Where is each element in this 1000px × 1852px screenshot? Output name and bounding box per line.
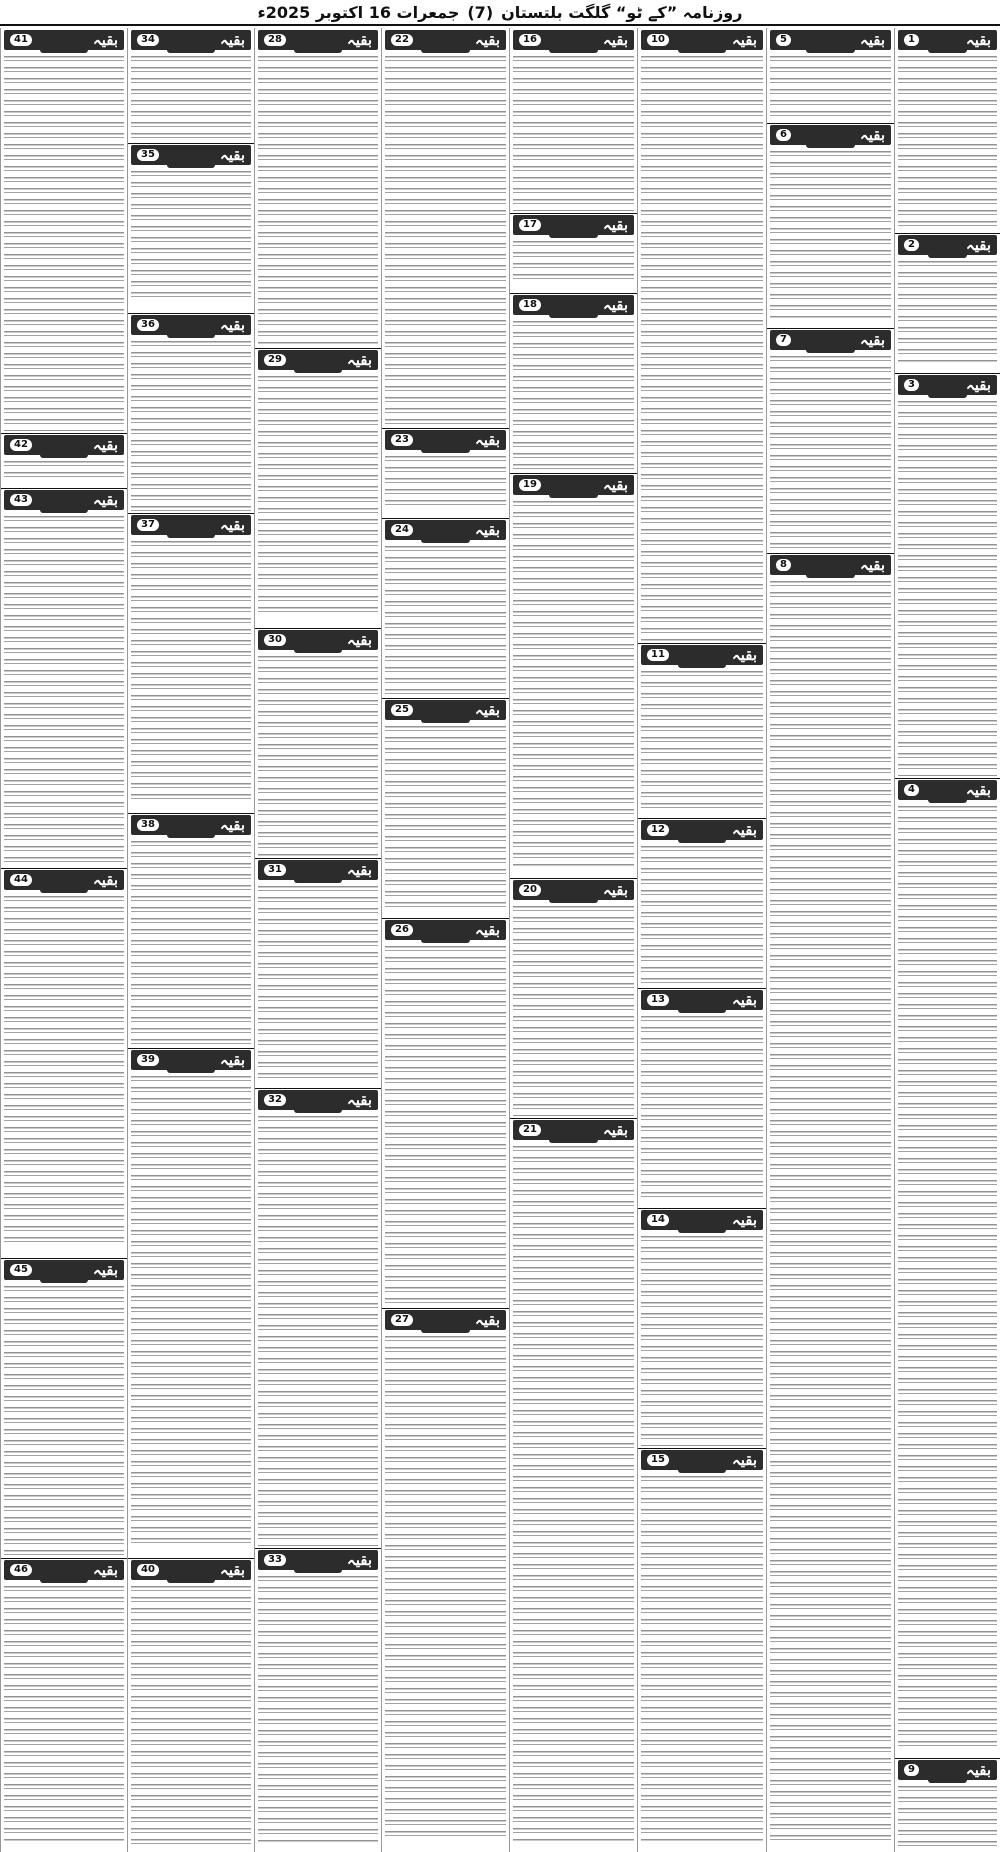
continuation-label: بقیہ [731,646,757,664]
continuation-number: 15 [647,1454,669,1466]
continuation-label: بقیہ [602,1121,628,1139]
continuation-number: 40 [137,1564,159,1576]
continuation-badge [4,490,124,510]
block-divider [895,373,1000,374]
continuation-badge [770,30,891,50]
article-text [4,1286,124,1556]
continuation-number: 10 [647,34,669,46]
continuation-block [638,28,766,643]
continuation-badge [641,30,763,50]
continuation-block [895,778,1000,1758]
continuation-number: 28 [264,34,286,46]
continuation-badge [385,520,506,540]
continuation-block [1,868,127,1258]
continuation-badge [641,990,763,1010]
continuation-number: 18 [519,299,541,311]
continuation-block [128,143,254,313]
continuation-number: 38 [137,819,159,831]
block-divider [510,473,637,474]
continuation-label: بقیہ [92,436,118,454]
continuation-block [382,918,509,1308]
continuation-number: 27 [391,1314,413,1326]
article-text [641,846,763,986]
continuation-number: 22 [391,34,413,46]
continuation-label: بقیہ [92,1261,118,1279]
article-text [258,376,378,618]
article-text [513,1146,634,1842]
continuation-block [1,488,127,868]
continuation-label: بقیہ [346,351,372,369]
continuation-badge [641,1210,763,1230]
continuation-block [382,698,509,918]
block-divider [510,878,637,879]
continuation-badge [131,315,251,335]
issue-date: جمعرات 16 اکتوبر 2025ء [257,2,460,22]
continuation-badge [641,645,763,665]
continuation-badge [258,630,378,650]
continuation-label: بقیہ [602,31,628,49]
continuation-block [255,348,381,628]
continuation-label: بقیہ [731,991,757,1009]
article-text [385,56,506,426]
continuation-block [767,123,894,328]
continuation-label: بقیہ [859,556,885,574]
continuation-label: بقیہ [346,1551,372,1569]
continuation-block [638,818,766,988]
continuation-label: بقیہ [602,476,628,494]
page-number: (7) [467,2,494,22]
continuation-label: بقیہ [219,31,245,49]
paper-name: روزنامہ ”کے ٹو“ گلگت بلتستان [501,2,743,22]
continuation-block [1,1258,127,1558]
continuation-number: 37 [137,519,159,531]
continuation-label: بقیہ [346,31,372,49]
continuation-label: بقیہ [92,1561,118,1579]
block-divider [510,1118,637,1119]
continuation-badge [131,145,251,165]
article-text [898,806,997,1748]
continuation-block [128,813,254,1048]
block-divider [1,433,127,434]
block-divider [1,1258,127,1259]
news-column [766,28,894,1852]
continuation-block [510,473,637,878]
continuation-number: 21 [519,1124,541,1136]
news-column [127,28,254,1852]
continuation-number: 41 [10,34,32,46]
continuation-badge [513,475,634,495]
continuation-badge [770,125,891,145]
article-text [258,56,378,346]
continuation-number: 42 [10,439,32,451]
continuation-number: 24 [391,524,413,536]
continuation-number: 43 [10,494,32,506]
continuation-label: بقیہ [965,31,991,49]
continuation-number: 16 [519,34,541,46]
continuation-badge [898,375,997,395]
continuation-label: بقیہ [474,921,500,939]
continuation-number: 46 [10,1564,32,1576]
continuation-number: 39 [137,1054,159,1066]
continuation-label: بقیہ [474,1311,500,1329]
news-column [637,28,766,1852]
article-text [4,1586,124,1842]
block-divider [255,348,381,349]
continuation-badge [898,1760,997,1780]
continuation-block [510,293,637,473]
continuation-block [128,1048,254,1558]
continuation-label: بقیہ [474,431,500,449]
continuation-badge [513,1120,634,1140]
continuation-block [767,553,894,1852]
block-divider [128,313,254,314]
block-divider [128,513,254,514]
continuation-label: بقیہ [346,1091,372,1109]
article-text [4,56,124,431]
article-text [513,56,634,211]
continuation-label: بقیہ [731,1451,757,1469]
article-text [131,56,251,141]
article-text [131,171,251,303]
article-text [641,1236,763,1446]
continuation-badge [898,780,997,800]
continuation-block [510,878,637,1118]
continuation-number: 31 [264,864,286,876]
continuation-badge [385,920,506,940]
continuation-block [255,28,381,348]
continuation-label: بقیہ [965,781,991,799]
continuation-badge [4,435,124,455]
continuation-number: 5 [776,34,791,46]
continuation-number: 26 [391,924,413,936]
block-divider [1,868,127,869]
block-divider [767,553,894,554]
block-divider [128,813,254,814]
block-divider [255,628,381,629]
article-text [513,241,634,283]
continuation-number: 20 [519,884,541,896]
continuation-label: بقیہ [859,331,885,349]
continuation-number: 30 [264,634,286,646]
continuation-badge [131,1050,251,1070]
continuation-badge [131,515,251,535]
continuation-badge [770,330,891,350]
continuation-block [255,858,381,1088]
continuation-badge [4,1260,124,1280]
continuation-block [895,1758,1000,1852]
article-text [385,546,506,696]
continuation-badge [131,30,251,50]
continuation-block [638,988,766,1208]
article-text [898,56,997,231]
article-text [770,581,891,1842]
continuation-number: 4 [904,784,919,796]
continuation-label: بقیہ [602,216,628,234]
continuation-label: بقیہ [731,31,757,49]
article-text [898,401,997,776]
continuation-number: 23 [391,434,413,446]
article-text [4,896,124,1248]
continuation-block [128,513,254,813]
continuation-number: 17 [519,219,541,231]
continuation-label: بقیہ [346,861,372,879]
news-column [0,28,127,1852]
continuation-block [510,1118,637,1852]
continuation-badge [258,1090,378,1110]
article-text [513,501,634,868]
continuation-badge [641,820,763,840]
continuation-badge [770,555,891,575]
continuation-badge [641,1450,763,1470]
continuation-label: بقیہ [859,126,885,144]
news-column [509,28,637,1852]
continuation-number: 3 [904,379,919,391]
news-column [894,28,1000,1852]
article-text [258,1116,378,1546]
continuation-badge [513,880,634,900]
continuation-label: بقیہ [731,1211,757,1229]
continuation-block [510,28,637,213]
continuation-label: بقیہ [92,31,118,49]
continuation-label: بقیہ [965,376,991,394]
continuation-label: بقیہ [219,1051,245,1069]
block-divider [382,428,509,429]
news-column [254,28,381,1852]
continuation-badge [385,700,506,720]
article-text [770,56,891,121]
continuation-badge [258,1550,378,1570]
continuation-number: 1 [904,34,919,46]
continuation-number: 19 [519,479,541,491]
block-divider [382,698,509,699]
article-text [641,671,763,808]
block-divider [382,1308,509,1309]
article-text [131,1076,251,1548]
continuation-number: 13 [647,994,669,1006]
continuation-badge [258,30,378,50]
continuation-block [128,28,254,143]
article-text [385,726,506,908]
continuation-block [638,1208,766,1448]
continuation-block [767,28,894,123]
masthead [0,0,1000,26]
continuation-number: 34 [137,34,159,46]
continuation-label: بقیہ [965,1761,991,1779]
continuation-number: 36 [137,319,159,331]
continuation-number: 8 [776,559,791,571]
article-text [385,1336,506,1842]
continuation-number: 32 [264,1094,286,1106]
continuation-block [1,28,127,433]
article-text [385,456,506,508]
continuation-block [767,328,894,553]
block-divider [638,1448,766,1449]
continuation-number: 6 [776,129,791,141]
article-text [641,1016,763,1198]
continuation-label: بقیہ [219,316,245,334]
continuation-number: 44 [10,874,32,886]
continuation-block [382,428,509,518]
continuation-block [128,1558,254,1852]
continuation-block [1,433,127,488]
continuation-number: 2 [904,239,919,251]
article-text [898,261,997,363]
article-text [131,841,251,1046]
continuation-badge [258,350,378,370]
news-column [381,28,509,1852]
continuation-label: بقیہ [859,31,885,49]
continuation-label: بقیہ [602,881,628,899]
continuation-label: بقیہ [965,236,991,254]
continuation-number: 29 [264,354,286,366]
block-divider [128,1048,254,1049]
block-divider [1,488,127,489]
continuation-label: بقیہ [474,31,500,49]
continuation-block [382,28,509,428]
continuation-block [255,1548,381,1852]
article-text [770,151,891,318]
block-divider [382,518,509,519]
block-divider [128,143,254,144]
article-text [513,321,634,471]
block-divider [510,293,637,294]
article-text [641,56,763,641]
continuation-block [255,628,381,858]
block-divider [510,213,637,214]
continuation-label: بقیہ [474,701,500,719]
continuation-badge [131,815,251,835]
block-divider [767,123,894,124]
block-divider [895,1758,1000,1759]
continuation-badge [898,30,997,50]
block-divider [128,1558,254,1559]
continuation-badge [4,1560,124,1580]
continuation-badge [4,30,124,50]
block-divider [382,918,509,919]
continuation-badge [385,430,506,450]
continuation-block [382,1308,509,1852]
continuation-badge [385,30,506,50]
block-divider [767,328,894,329]
block-divider [255,1088,381,1089]
continuation-number: 35 [137,149,159,161]
article-text [385,946,506,1306]
continuation-badge [513,295,634,315]
continuation-number: 25 [391,704,413,716]
continuation-block [255,1088,381,1548]
continuation-badge [513,215,634,235]
block-divider [255,1548,381,1549]
block-divider [638,818,766,819]
continuation-label: بقیہ [92,491,118,509]
block-divider [895,778,1000,779]
continuation-block [1,1558,127,1852]
article-text [770,356,891,551]
continuation-label: بقیہ [346,631,372,649]
article-text [258,656,378,856]
continuation-block [382,518,509,698]
continuation-label: بقیہ [602,296,628,314]
continuation-block [638,1448,766,1852]
block-divider [895,233,1000,234]
article-text [258,1576,378,1842]
article-text [258,886,378,1078]
article-text [131,541,251,803]
article-text [513,906,634,1116]
article-text [898,1786,997,1850]
continuation-number: 7 [776,334,791,346]
continuation-badge [4,870,124,890]
block-divider [1,1558,127,1559]
continuation-badge [258,860,378,880]
continuation-badge [898,235,997,255]
continuation-block [638,643,766,818]
continuation-label: بقیہ [474,521,500,539]
continuation-block [895,233,1000,373]
article-text [4,461,124,478]
block-divider [638,1208,766,1209]
continuation-block [128,313,254,513]
continuation-label: بقیہ [219,816,245,834]
continuation-label: بقیہ [219,146,245,164]
continuation-badge [385,1310,506,1330]
block-divider [638,988,766,989]
continuation-block [895,373,1000,778]
article-text [131,341,251,511]
continuation-label: بقیہ [219,1561,245,1579]
continuation-label: بقیہ [731,821,757,839]
newspaper-page [0,28,1000,1852]
continuation-block [510,213,637,293]
continuation-label: بقیہ [219,516,245,534]
continuation-badge [513,30,634,50]
continuation-number: 14 [647,1214,669,1226]
continuation-block [895,28,1000,233]
continuation-number: 45 [10,1264,32,1276]
article-text [641,1476,763,1842]
continuation-number: 11 [647,649,669,661]
article-text [4,516,124,866]
continuation-badge [131,1560,251,1580]
continuation-label: بقیہ [92,871,118,889]
article-text [131,1586,251,1850]
continuation-number: 9 [904,1764,919,1776]
continuation-number: 33 [264,1554,286,1566]
continuation-number: 12 [647,824,669,836]
block-divider [638,643,766,644]
block-divider [255,858,381,859]
